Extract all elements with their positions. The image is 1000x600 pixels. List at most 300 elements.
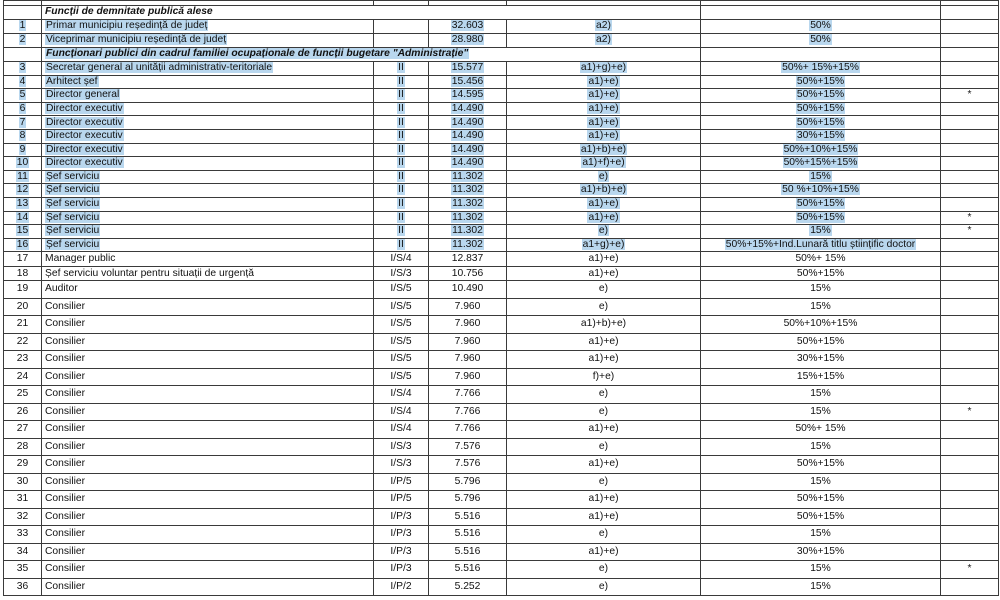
base-salary: 5.516: [429, 508, 507, 526]
bonus-type: [507, 89, 701, 103]
grade-text: II: [398, 198, 404, 210]
base-salary: 7.766: [429, 421, 507, 439]
note-mark: [941, 526, 999, 544]
base-salary-text: 14.490: [451, 116, 484, 128]
base-salary: 5.516: [429, 543, 507, 561]
function-name: Consilier: [42, 368, 374, 386]
grade: I/S/5: [374, 298, 429, 316]
row-number-text: 1: [19, 20, 26, 32]
table-row: [4, 526, 999, 544]
grade: I/P/3: [374, 543, 429, 561]
row-number: [4, 211, 42, 225]
table-cell-empty: [941, 48, 999, 62]
function-name-text: Șef serviciu: [46, 211, 100, 223]
function-name-text: Viceprimar municipiu reședință de județ: [46, 34, 227, 46]
row-number: 28: [4, 438, 42, 456]
grade: I/P/3: [374, 526, 429, 544]
grade: I/P/2: [374, 578, 429, 596]
table-row: [4, 75, 999, 89]
base-salary-text: 11.302: [452, 198, 483, 210]
grade: [374, 129, 429, 143]
bonus-type-text: a1)+f)+e): [582, 157, 625, 169]
table-row: [4, 102, 999, 116]
table-row: [4, 281, 999, 299]
bonus-percent: 15%: [701, 438, 941, 456]
bonus-percent: [701, 75, 941, 89]
bonus-percent-text: 50%+ 15%+15%: [782, 62, 859, 74]
function-name: [42, 225, 374, 239]
bonus-type: a1)+b)+e): [507, 316, 701, 334]
bonus-type-text: a1)+e): [588, 130, 619, 142]
bonus-percent-text: 50%+15%: [796, 102, 845, 114]
function-name: Șef serviciu voluntar pentru situații de urgență: [42, 267, 374, 281]
bonus-type: a1)+e): [507, 351, 701, 369]
row-number-text: 11: [17, 170, 28, 182]
note-mark: [941, 386, 999, 404]
base-salary: [429, 197, 507, 211]
bonus-type-text: a1)+b)+e): [580, 184, 627, 196]
grade: [374, 238, 429, 252]
grade: I/S/5: [374, 351, 429, 369]
bonus-percent: 15%: [701, 403, 941, 421]
grade: I/S/5: [374, 316, 429, 334]
row-number: [4, 184, 42, 198]
table-row: [4, 20, 999, 34]
function-name: [42, 20, 374, 34]
row-number: 21: [4, 316, 42, 334]
base-salary: 7.576: [429, 438, 507, 456]
bonus-percent: 15%: [701, 526, 941, 544]
bonus-type: e): [507, 473, 701, 491]
bonus-type: a1)+e): [507, 267, 701, 281]
row-number: [4, 143, 42, 157]
note-mark: [941, 368, 999, 386]
note-mark: [941, 102, 999, 116]
row-number-text: 2: [19, 34, 26, 46]
function-name: [42, 170, 374, 184]
bonus-percent: [701, 170, 941, 184]
row-number: 35: [4, 561, 42, 579]
base-salary: 7.766: [429, 386, 507, 404]
row-number: 36: [4, 578, 42, 596]
base-salary: [429, 116, 507, 130]
section-header-row: [4, 6, 999, 20]
table-body: [4, 1, 999, 596]
bonus-percent: 15%: [701, 281, 941, 299]
base-salary: [429, 75, 507, 89]
grade: I/S/3: [374, 267, 429, 281]
note-mark: *: [941, 211, 999, 225]
function-name: Consilier: [42, 508, 374, 526]
bonus-type: [507, 170, 701, 184]
base-salary: [429, 238, 507, 252]
bonus-type: e): [507, 281, 701, 299]
bonus-type: [507, 197, 701, 211]
function-name: [42, 34, 374, 48]
function-name: [42, 197, 374, 211]
bonus-percent-text: 50%+15%+Ind.Lunară titlu științific doctor: [725, 238, 916, 250]
grade-text: II: [398, 62, 404, 74]
grade: [374, 170, 429, 184]
function-name: Consilier: [42, 333, 374, 351]
bonus-percent: 15%: [701, 578, 941, 596]
note-mark: [941, 333, 999, 351]
bonus-percent-text: 50 %+10%+15%: [782, 184, 859, 196]
row-number: 19: [4, 281, 42, 299]
grade: I/P/3: [374, 508, 429, 526]
grade: [374, 20, 429, 34]
function-name: [42, 143, 374, 157]
table-row: [4, 62, 999, 76]
grade: [374, 157, 429, 171]
grade: I/S/5: [374, 333, 429, 351]
table-row: [4, 298, 999, 316]
table-row: [4, 89, 999, 103]
bonus-type-text: a1)+e): [588, 75, 619, 87]
function-name: Consilier: [42, 491, 374, 509]
table-row: [4, 543, 999, 561]
row-number: [4, 225, 42, 239]
grade-text: II: [398, 157, 404, 169]
base-salary: 7.960: [429, 351, 507, 369]
bonus-type: [507, 20, 701, 34]
bonus-type: [507, 157, 701, 171]
function-name: Consilier: [42, 561, 374, 579]
bonus-type-text: a2): [596, 20, 611, 32]
base-salary-text: 28.980: [451, 34, 484, 46]
base-salary: [429, 34, 507, 48]
grade: [374, 89, 429, 103]
row-number-text: 8: [19, 130, 26, 142]
function-name-text: Șef serviciu: [46, 238, 100, 250]
function-name-text: Șef serviciu: [46, 170, 100, 182]
grade: I/S/4: [374, 421, 429, 439]
bonus-percent-text: 50%+15%: [796, 211, 845, 223]
bonus-percent: [701, 184, 941, 198]
function-name: Consilier: [42, 403, 374, 421]
section-nr-cell: [4, 48, 42, 62]
bonus-type: e): [507, 438, 701, 456]
bonus-percent: 50%+ 15%: [701, 421, 941, 439]
table-row: [4, 473, 999, 491]
note-mark: [941, 578, 999, 596]
table-row: [4, 456, 999, 474]
row-number-text: 14: [16, 211, 29, 223]
base-salary: 5.796: [429, 473, 507, 491]
bonus-percent: 50%+15%: [701, 491, 941, 509]
grade: I/S/4: [374, 386, 429, 404]
function-name: [42, 62, 374, 76]
function-name: Auditor: [42, 281, 374, 299]
row-number-text: 15: [16, 225, 29, 237]
grade: I/S/3: [374, 456, 429, 474]
row-number: [4, 157, 42, 171]
function-name-text: Șef serviciu: [46, 198, 100, 210]
bonus-percent-text: 50%+10%+15%: [783, 143, 858, 155]
grade-text: II: [398, 130, 404, 142]
bonus-percent: 15%: [701, 473, 941, 491]
base-salary: 5.252: [429, 578, 507, 596]
base-salary: [429, 184, 507, 198]
table-row: [4, 197, 999, 211]
table-cell-empty: [701, 48, 941, 62]
bonus-type-text: a1)+g)+e): [580, 62, 627, 74]
note-mark: [941, 170, 999, 184]
bonus-percent: 50%+15%: [701, 333, 941, 351]
bonus-type: a1)+e): [507, 508, 701, 526]
note-mark: [941, 20, 999, 34]
row-number: 29: [4, 456, 42, 474]
bonus-percent-text: 50%+15%: [796, 198, 845, 210]
function-name-text: Șef serviciu: [46, 184, 100, 196]
row-number: [4, 75, 42, 89]
bonus-type: e): [507, 298, 701, 316]
grade-text: II: [398, 75, 404, 87]
bonus-type: [507, 34, 701, 48]
row-number: [4, 170, 42, 184]
bonus-percent: [701, 20, 941, 34]
table-row: [4, 421, 999, 439]
bonus-type-text: a1)+e): [588, 211, 619, 223]
function-name: Consilier: [42, 421, 374, 439]
base-salary: [429, 129, 507, 143]
row-number: [4, 129, 42, 143]
note-mark: [941, 238, 999, 252]
function-name: Manager public: [42, 252, 374, 267]
function-name: [42, 102, 374, 116]
grade: I/S/3: [374, 438, 429, 456]
row-number-text: 12: [16, 184, 29, 196]
table-row: [4, 438, 999, 456]
base-salary-text: 11.302: [452, 238, 483, 250]
base-salary: 7.960: [429, 316, 507, 334]
bonus-percent: 50%+15%: [701, 267, 941, 281]
row-number: [4, 20, 42, 34]
table-cell-empty: [701, 6, 941, 20]
base-salary: [429, 143, 507, 157]
table-row: [4, 508, 999, 526]
row-number: [4, 197, 42, 211]
grade-text: II: [398, 116, 404, 128]
base-salary: 12.837: [429, 252, 507, 267]
grade: I/S/4: [374, 252, 429, 267]
bonus-percent: [701, 211, 941, 225]
row-number: 31: [4, 491, 42, 509]
function-name: Consilier: [42, 473, 374, 491]
bonus-percent-text: 50%+15%: [796, 75, 845, 87]
bonus-percent: [701, 34, 941, 48]
row-number: 33: [4, 526, 42, 544]
bonus-type-text: a1)+b)+e): [580, 143, 627, 155]
bonus-percent: 30%+15%: [701, 351, 941, 369]
note-mark: *: [941, 403, 999, 421]
row-number-text: 5: [19, 89, 26, 101]
table-row: [4, 561, 999, 579]
note-mark: [941, 543, 999, 561]
note-mark: [941, 184, 999, 198]
section-title: Funcții de demnitate publică alese: [42, 6, 701, 20]
section-title: [42, 48, 701, 62]
bonus-type: [507, 129, 701, 143]
function-name: [42, 89, 374, 103]
bonus-percent: [701, 62, 941, 76]
bonus-percent: [701, 143, 941, 157]
grade-text: II: [398, 102, 404, 114]
function-name: Consilier: [42, 351, 374, 369]
bonus-type: [507, 211, 701, 225]
row-number: 30: [4, 473, 42, 491]
note-mark: [941, 62, 999, 76]
row-number-text: 9: [19, 143, 26, 155]
function-name: Consilier: [42, 438, 374, 456]
base-salary: [429, 102, 507, 116]
row-number: 18: [4, 267, 42, 281]
table-row: [4, 34, 999, 48]
bonus-type-text: a1)+e): [588, 89, 619, 101]
function-name-text: Arhitect șef: [46, 75, 98, 87]
bonus-percent-text: 50%+15%: [796, 116, 845, 128]
bonus-percent: 50%+ 15%: [701, 252, 941, 267]
bonus-percent: 50%+15%: [701, 508, 941, 526]
bonus-type: [507, 116, 701, 130]
note-mark: [941, 75, 999, 89]
table-row: [4, 267, 999, 281]
grade: [374, 184, 429, 198]
row-number-text: 3: [19, 62, 26, 74]
base-salary-text: 11.302: [452, 211, 483, 223]
note-mark: [941, 316, 999, 334]
bonus-type: a1)+e): [507, 543, 701, 561]
bonus-type: e): [507, 386, 701, 404]
row-number: 34: [4, 543, 42, 561]
bonus-percent: 50%+10%+15%: [701, 316, 941, 334]
base-salary: [429, 211, 507, 225]
bonus-percent-text: 15%: [810, 170, 831, 182]
bonus-percent: 50%+15%: [701, 456, 941, 474]
row-number-text: 7: [19, 116, 26, 128]
table-row: [4, 252, 999, 267]
table-row: [4, 491, 999, 509]
note-mark: [941, 421, 999, 439]
bonus-type-text: a2): [596, 34, 611, 46]
base-salary: [429, 170, 507, 184]
bonus-percent-text: 30%+15%: [796, 130, 845, 142]
bonus-percent-text: 50%: [810, 34, 831, 46]
base-salary-text: 11.302: [452, 225, 483, 237]
base-salary-text: 14.490: [451, 157, 484, 169]
row-number: 20: [4, 298, 42, 316]
bonus-type: [507, 184, 701, 198]
bonus-percent: [701, 89, 941, 103]
base-salary: 5.516: [429, 526, 507, 544]
grade-text: II: [398, 170, 404, 182]
function-name-text: Director executiv: [46, 102, 123, 114]
row-number: 26: [4, 403, 42, 421]
base-salary: [429, 157, 507, 171]
bonus-percent: 15%: [701, 298, 941, 316]
grade: [374, 143, 429, 157]
bonus-type: a1)+e): [507, 333, 701, 351]
base-salary-text: 14.490: [451, 130, 484, 142]
bonus-type-text: a1+g)+e): [582, 238, 625, 250]
row-number: [4, 89, 42, 103]
grade: I/P/5: [374, 473, 429, 491]
table-row: [4, 211, 999, 225]
grade-text: II: [398, 225, 404, 237]
function-name-text: Director executiv: [46, 157, 123, 169]
bonus-percent: 15%: [701, 561, 941, 579]
row-number: [4, 34, 42, 48]
note-mark: [941, 267, 999, 281]
grade: I/P/3: [374, 561, 429, 579]
base-salary: [429, 62, 507, 76]
function-name-text: Primar municipiu reședință de județ: [46, 20, 208, 32]
note-mark: [941, 508, 999, 526]
bonus-type: [507, 102, 701, 116]
grade: I/S/4: [374, 403, 429, 421]
function-name: [42, 184, 374, 198]
row-number: 24: [4, 368, 42, 386]
bonus-type: e): [507, 561, 701, 579]
grade: [374, 62, 429, 76]
base-salary-text: 11.302: [452, 170, 483, 182]
table-row: [4, 225, 999, 239]
row-number-text: 16: [16, 238, 29, 250]
grade-text: II: [398, 89, 404, 101]
row-number-text: 6: [19, 102, 26, 114]
base-salary: 10.490: [429, 281, 507, 299]
grade: [374, 197, 429, 211]
bonus-type: f)+e): [507, 368, 701, 386]
function-name: [42, 129, 374, 143]
grade: [374, 34, 429, 48]
bonus-type: a1)+e): [507, 421, 701, 439]
bonus-type-text: e): [598, 225, 609, 237]
bonus-type: [507, 75, 701, 89]
function-name: Consilier: [42, 578, 374, 596]
function-name: Consilier: [42, 543, 374, 561]
row-number: 32: [4, 508, 42, 526]
note-mark: [941, 298, 999, 316]
note-mark: [941, 351, 999, 369]
base-salary: 7.960: [429, 298, 507, 316]
row-number: [4, 116, 42, 130]
bonus-percent-text: 50%: [810, 20, 831, 32]
note-mark: [941, 197, 999, 211]
bonus-type-text: e): [598, 170, 609, 182]
function-name-text: Director general: [46, 89, 120, 101]
bonus-percent: [701, 225, 941, 239]
base-salary-text: 11.302: [452, 184, 483, 196]
section-nr-cell: [4, 6, 42, 20]
row-number: 27: [4, 421, 42, 439]
function-name-text: Secretar general al unității administrativ-teritoriale: [46, 62, 273, 74]
base-salary: 7.960: [429, 333, 507, 351]
table-row: [4, 578, 999, 596]
row-number: [4, 238, 42, 252]
grade: I/S/5: [374, 368, 429, 386]
row-number: 23: [4, 351, 42, 369]
grade: I/P/5: [374, 491, 429, 509]
note-mark: [941, 129, 999, 143]
section-title-text: Funcționari publici din cadrul familiei ocupaționale de funcții bugetare "Administrație": [46, 48, 469, 60]
table-row: [4, 170, 999, 184]
row-number-text: 10: [16, 157, 29, 169]
bonus-percent: [701, 238, 941, 252]
base-salary-text: 15.577: [451, 62, 484, 74]
note-mark: [941, 143, 999, 157]
bonus-type: [507, 225, 701, 239]
